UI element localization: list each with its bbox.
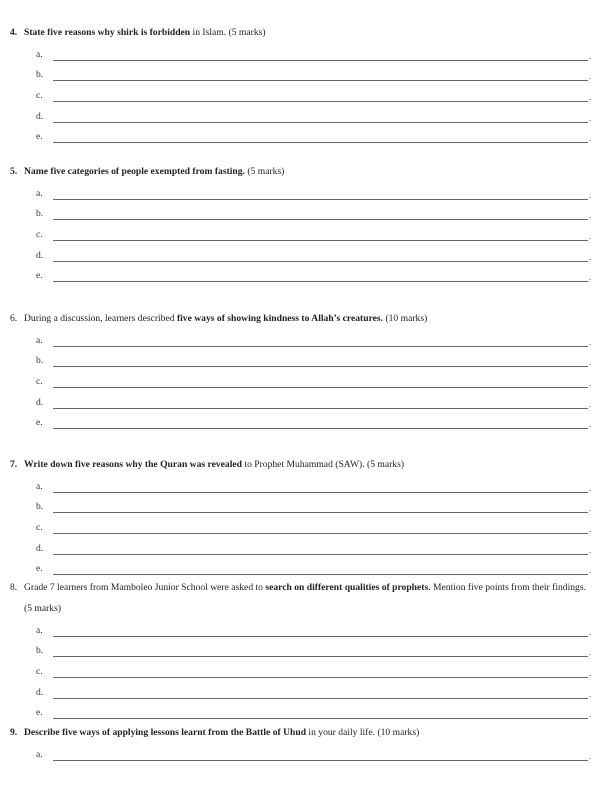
question-number: 6. <box>10 313 18 324</box>
question-segment: . Mention five points from their findings. (5 marks) <box>24 582 586 614</box>
answer-line[interactable] <box>53 760 588 761</box>
answer-letter: a. <box>36 480 43 492</box>
answer-letter: c. <box>36 665 43 677</box>
answer-letter: a. <box>36 48 43 60</box>
question-text <box>0 23 612 43</box>
answer-line[interactable] <box>53 142 588 143</box>
answer-line[interactable] <box>53 428 588 429</box>
answer-line[interactable] <box>53 492 588 493</box>
answer-line[interactable] <box>53 346 588 347</box>
answer-line[interactable] <box>53 656 588 657</box>
answer-letter: b. <box>36 501 44 513</box>
line-end-mark: . <box>589 482 592 493</box>
answer-line[interactable] <box>53 80 588 81</box>
answer-letter: d. <box>36 686 44 698</box>
question-number: 9. <box>10 727 18 738</box>
answer-line[interactable] <box>53 261 588 262</box>
line-end-mark: . <box>589 71 592 82</box>
answer-row <box>0 225 612 246</box>
answer-letter: b. <box>36 208 44 220</box>
answer-line[interactable] <box>53 698 588 699</box>
answer-row <box>0 107 612 128</box>
answer-line[interactable] <box>53 574 588 575</box>
question-segment: (10 marks) <box>383 313 428 324</box>
answer-row <box>0 127 612 148</box>
answer-row <box>0 518 612 539</box>
answer-letter: c. <box>36 375 43 387</box>
answer-letter: d. <box>36 110 44 122</box>
line-end-mark: . <box>589 398 592 409</box>
answer-letter: b. <box>36 355 44 367</box>
line-end-mark: . <box>589 230 592 241</box>
answer-line[interactable] <box>53 219 588 220</box>
answer-row <box>0 477 612 498</box>
line-end-mark: . <box>589 336 592 347</box>
question-number: 7. <box>10 459 18 470</box>
question-emphasis: State five reasons why shirk is forbidden <box>24 27 191 38</box>
answer-row <box>0 351 612 372</box>
question-number: 5. <box>10 166 18 177</box>
answer-letter: b. <box>36 69 44 81</box>
line-end-mark: . <box>589 50 592 61</box>
answer-letter: e. <box>36 707 43 719</box>
answer-letter: e. <box>36 417 43 429</box>
question-5 <box>0 162 612 287</box>
answer-line[interactable] <box>53 366 588 367</box>
answer-row <box>0 745 612 766</box>
line-end-mark: . <box>589 565 592 576</box>
question-segment: to Prophet Muhammad (SAW). (5 marks) <box>242 459 405 470</box>
question-segment: in your daily life. (10 marks) <box>306 727 420 738</box>
line-end-mark: . <box>589 688 592 699</box>
answer-line[interactable] <box>53 122 588 123</box>
line-end-mark: . <box>589 210 592 221</box>
answer-row <box>0 184 612 205</box>
question-emphasis: five ways of showing kindness to Allah’s creatures. <box>176 313 384 324</box>
question-segment: in Islam. (5 marks) <box>190 27 266 38</box>
question-text <box>0 309 612 329</box>
answer-line[interactable] <box>53 199 588 200</box>
question-number: 8. <box>10 582 18 593</box>
answer-letter: a. <box>36 187 43 199</box>
answer-letter: c. <box>36 521 43 533</box>
line-end-mark: . <box>589 750 592 761</box>
line-end-mark: . <box>589 91 592 102</box>
question-6 <box>0 309 612 434</box>
answer-row <box>0 246 612 267</box>
line-end-mark: . <box>589 357 592 368</box>
answer-letter: e. <box>36 270 43 282</box>
answer-row <box>0 86 612 107</box>
question-segment: During a discussion, learners described <box>24 313 177 324</box>
answer-letter: e. <box>36 563 43 575</box>
answer-row <box>0 204 612 225</box>
answer-line[interactable] <box>53 387 588 388</box>
answer-row <box>0 372 612 393</box>
line-end-mark: . <box>589 272 592 283</box>
answer-row <box>0 539 612 560</box>
line-end-mark: . <box>589 626 592 637</box>
answer-line[interactable] <box>53 636 588 637</box>
question-segment: Grade 7 learners from Mamboleo Junior School were asked to <box>24 582 266 593</box>
answer-row <box>0 683 612 704</box>
question-number: 4. <box>10 27 18 38</box>
line-end-mark: . <box>589 189 592 200</box>
answer-line[interactable] <box>53 240 588 241</box>
answer-line[interactable] <box>53 554 588 555</box>
question-9 <box>0 723 612 765</box>
answer-letter: d. <box>36 396 44 408</box>
line-end-mark: . <box>589 503 592 514</box>
answer-letter: d. <box>36 542 44 554</box>
answer-row <box>0 621 612 642</box>
answer-letter: a. <box>36 748 43 760</box>
answer-row <box>0 662 612 683</box>
question-emphasis: Name five categories of people exempted from fasting. <box>24 166 245 177</box>
line-end-mark: . <box>589 647 592 658</box>
answer-letter: c. <box>36 228 43 240</box>
question-text <box>0 723 612 743</box>
line-end-mark: . <box>589 544 592 555</box>
answer-letter: b. <box>36 645 44 657</box>
answer-line[interactable] <box>53 718 588 719</box>
question-text <box>0 577 612 619</box>
question-7 <box>0 455 612 580</box>
answer-line[interactable] <box>53 101 588 102</box>
answer-line[interactable] <box>53 408 588 409</box>
answer-row <box>0 266 612 287</box>
answer-line[interactable] <box>53 60 588 61</box>
line-end-mark: . <box>589 251 592 262</box>
question-emphasis: Describe five ways of applying lessons learnt from the Battle of Uhud <box>24 727 307 738</box>
question-segment: (5 marks) <box>244 166 285 177</box>
question-emphasis: Write down five reasons why the Quran was revealed <box>24 459 242 470</box>
answer-row <box>0 331 612 352</box>
question-text <box>0 455 612 475</box>
answer-letter: e. <box>36 131 43 143</box>
line-end-mark: . <box>589 112 592 123</box>
answer-line[interactable] <box>53 512 588 513</box>
answer-row <box>0 497 612 518</box>
line-end-mark: . <box>589 667 592 678</box>
question-text <box>0 162 612 182</box>
answer-row <box>0 413 612 434</box>
answer-line[interactable] <box>53 281 588 282</box>
answer-line[interactable] <box>53 533 588 534</box>
answer-row <box>0 703 612 724</box>
line-end-mark: . <box>589 419 592 430</box>
answer-letter: c. <box>36 89 43 101</box>
answer-row <box>0 65 612 86</box>
question-emphasis: search on different qualities of prophets <box>265 582 429 593</box>
answer-row <box>0 641 612 662</box>
answer-letter: a. <box>36 334 43 346</box>
answer-row <box>0 45 612 66</box>
question-4 <box>0 23 612 148</box>
line-end-mark: . <box>589 709 592 720</box>
line-end-mark: . <box>589 523 592 534</box>
answer-letter: d. <box>36 249 44 261</box>
answer-row <box>0 393 612 414</box>
answer-line[interactable] <box>53 677 588 678</box>
line-end-mark: . <box>589 377 592 388</box>
answer-letter: a. <box>36 624 43 636</box>
question-8 <box>0 577 612 724</box>
line-end-mark: . <box>589 133 592 144</box>
